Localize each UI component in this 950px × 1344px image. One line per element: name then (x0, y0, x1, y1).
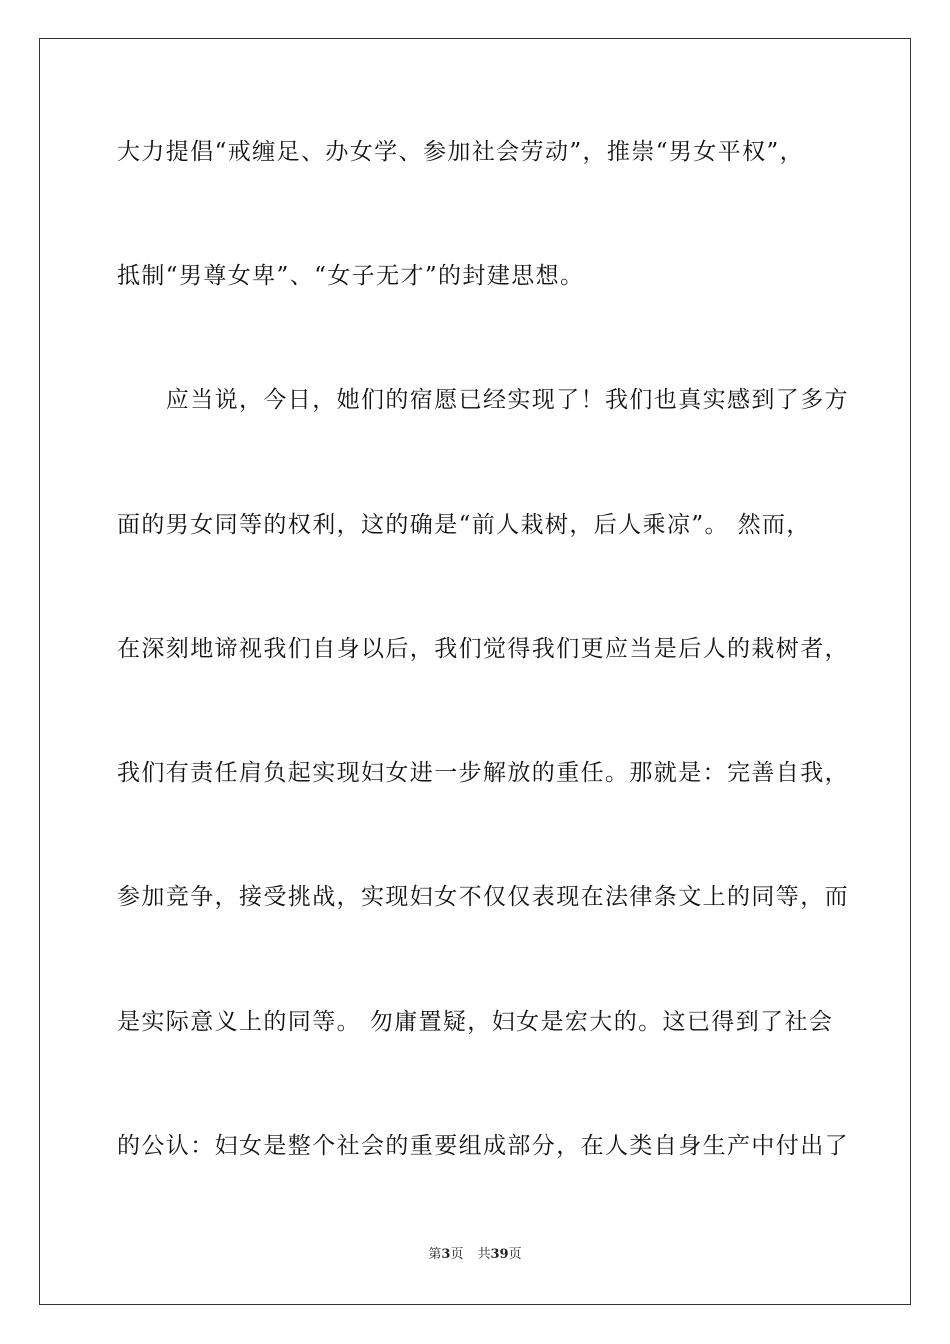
text-line-5: 在深刻地谛视我们自身以后，我们觉得我们更应当是后人的栽树者， (117, 636, 849, 662)
text-line-8: 是实际意义上的同等。 勿庸置疑，妇女是宏大的。这已得到了社会 (117, 1009, 834, 1035)
page-suffix: 页 (450, 1247, 464, 1262)
page-footer (0, 1246, 950, 1264)
total-prefix: 共 (477, 1247, 491, 1262)
total-suffix: 页 (508, 1247, 522, 1262)
text-line-1: 大力提倡“戒缠足、办女学、参加社会劳动”，推崇“男女平权”， (117, 139, 805, 165)
total-pages: 39 (490, 1247, 509, 1262)
text-line-6: 我们有责任肩负起实现妇女进一步解放的重任。那就是：完善自我， (117, 760, 849, 786)
text-line-2: 抵制“男尊女卑”、“女子无才”的封建思想。 (117, 263, 585, 289)
text-line-7: 参加竞争，接受挑战，实现妇女不仅仅表现在法律条文上的同等，而 (117, 884, 849, 910)
text-line-3: 应当说，今日，她们的宿愿已经实现了！我们也真实感到了多方 (117, 387, 849, 413)
text-line-4: 面的男女同等的权利，这的确是“前人栽树，后人乘凉”。 然而， (117, 512, 811, 538)
page-prefix: 第 (428, 1247, 442, 1262)
page-number: 3 (441, 1247, 451, 1262)
page-border (39, 38, 911, 1305)
text-line-9: 的公认：妇女是整个社会的重要组成部分，在人类自身生产中付出了 (117, 1133, 849, 1159)
